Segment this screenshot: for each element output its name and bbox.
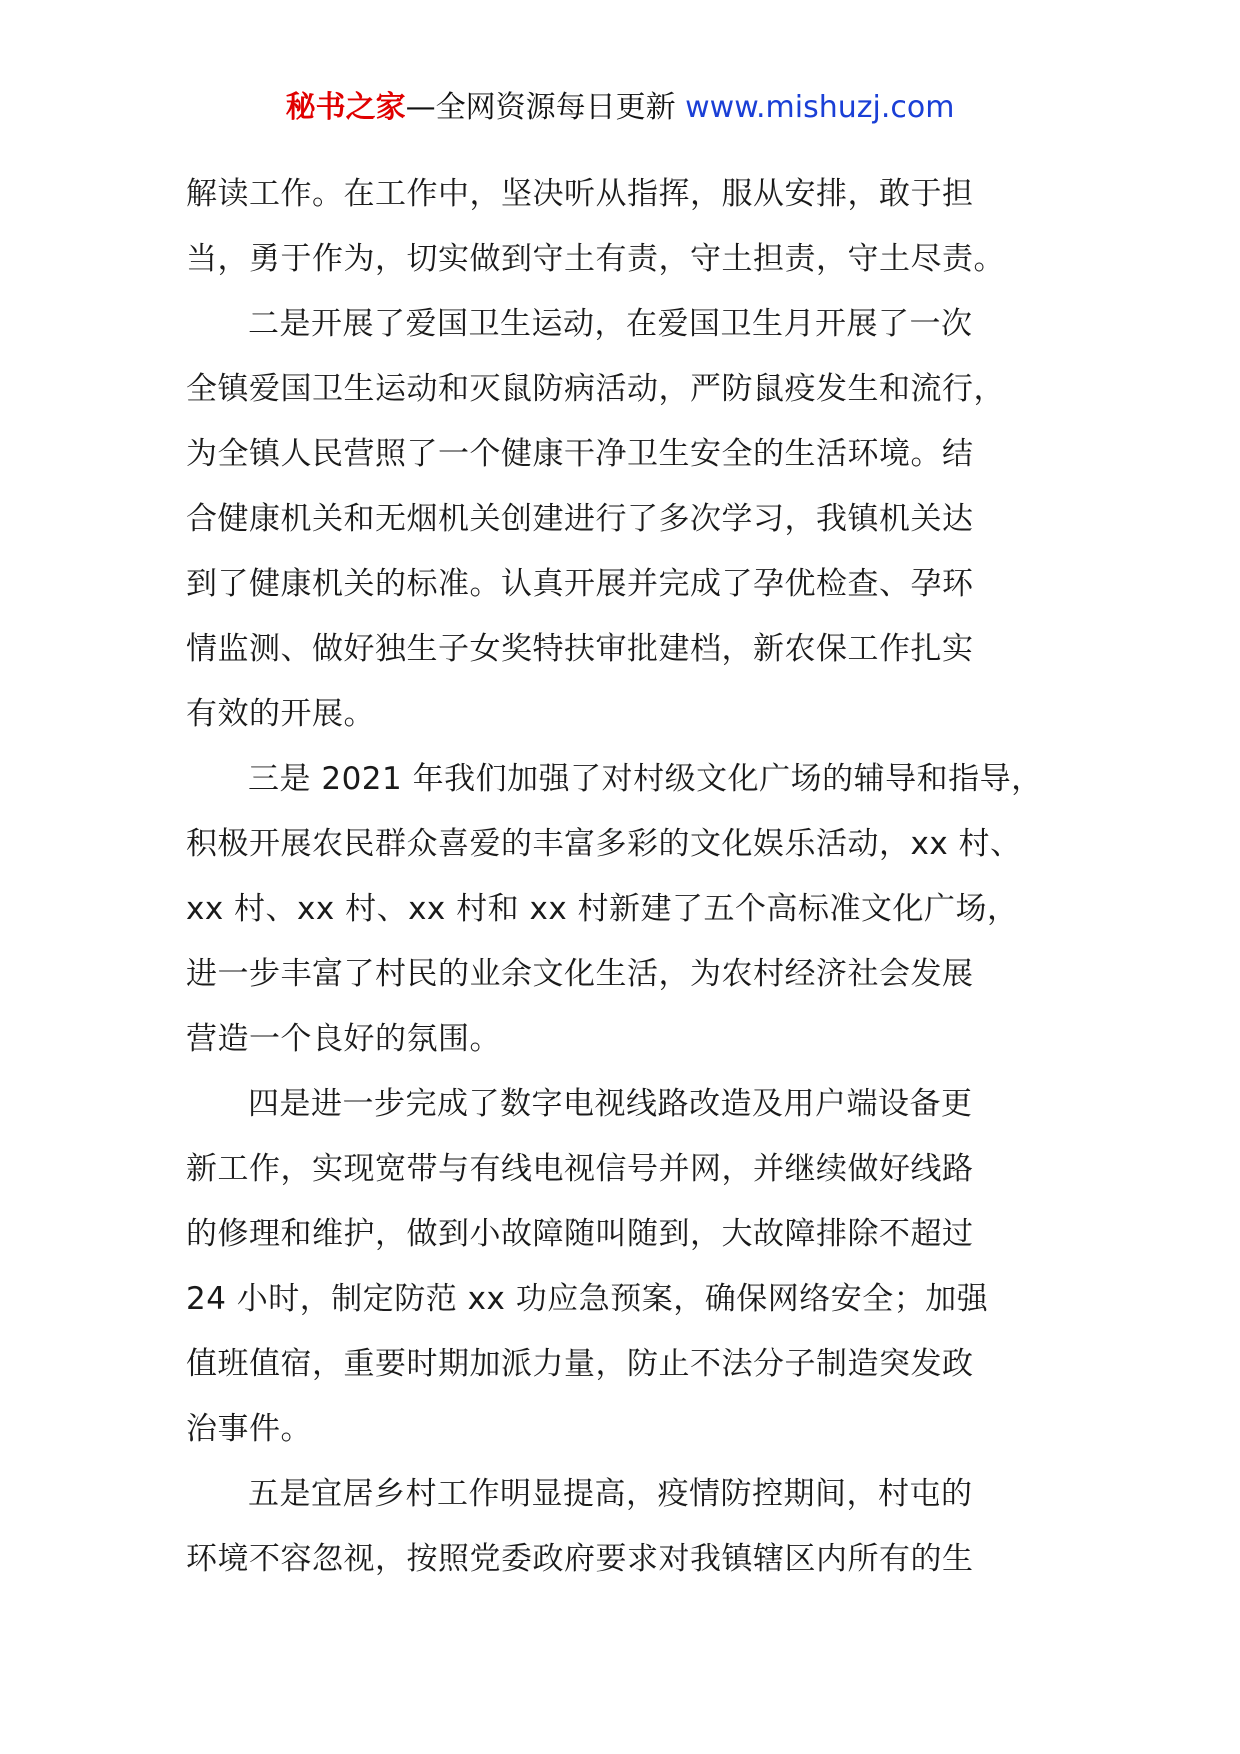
- body-text-line: 五是宜居乡村工作明显提高，疫情防控期间，村屯的: [248, 1476, 973, 1512]
- site-url-link[interactable]: www.mishuzj.com: [685, 90, 955, 125]
- body-text-line: 四是进一步完成了数字电视线路改造及用户端设备更: [248, 1086, 973, 1122]
- body-text-line: 合健康机关和无烟机关创建进行了多次学习，我镇机关达: [186, 501, 974, 537]
- body-text-line: 三是 2021 年我们加强了对村级文化广场的辅导和指导，: [248, 761, 1043, 797]
- body-text-line: 二是开展了爱国卫生运动，在爱国卫生月开展了一次: [248, 306, 973, 342]
- body-text-line: 为全镇人民营照了一个健康干净卫生安全的生活环境。结: [186, 436, 974, 472]
- body-text-line: 全镇爱国卫生运动和灭鼠防病活动，严防鼠疫发生和流行，: [186, 371, 1005, 407]
- body-text-line: 营造一个良好的氛围。: [186, 1021, 501, 1057]
- body-text-line: 进一步丰富了村民的业余文化生活，为农村经济社会发展: [186, 956, 974, 992]
- body-text-line: 积极开展农民群众喜爱的丰富多彩的文化娱乐活动，xx 村、: [186, 826, 1022, 862]
- body-text-line: 解读工作。在工作中，坚决听从指挥，服从安排，敢于担: [186, 176, 974, 212]
- body-text-line: 当，勇于作为，切实做到守土有责，守土担责，守土尽责。: [186, 241, 1005, 277]
- body-text-line: 治事件。: [186, 1411, 312, 1447]
- page-header: [0, 88, 1240, 128]
- body-text-line: 值班值宿，重要时期加派力量，防止不法分子制造突发政: [186, 1346, 974, 1382]
- header-tagline: —全网资源每日更新: [405, 90, 676, 125]
- body-text-line: 新工作，实现宽带与有线电视信号并网，并继续做好线路: [186, 1151, 974, 1187]
- body-text-line: xx 村、xx 村、xx 村和 xx 村新建了五个高标准文化广场，: [186, 891, 1019, 927]
- brand-name: 秘书之家: [285, 90, 406, 125]
- body-text-line: 的修理和维护，做到小故障随叫随到，大故障排除不超过: [186, 1216, 974, 1252]
- body-text-line: 24 小时，制定防范 xx 功应急预案，确保网络安全；加强: [186, 1281, 989, 1317]
- body-text-line: 有效的开展。: [186, 696, 375, 732]
- body-text-line: 环境不容忽视，按照党委政府要求对我镇辖区内所有的生: [186, 1541, 974, 1577]
- document-body: [186, 162, 1126, 1592]
- body-text-line: 情监测、做好独生子女奖特扶审批建档，新农保工作扎实: [186, 631, 974, 667]
- body-text-line: 到了健康机关的标准。认真开展并完成了孕优检查、孕环: [186, 566, 974, 602]
